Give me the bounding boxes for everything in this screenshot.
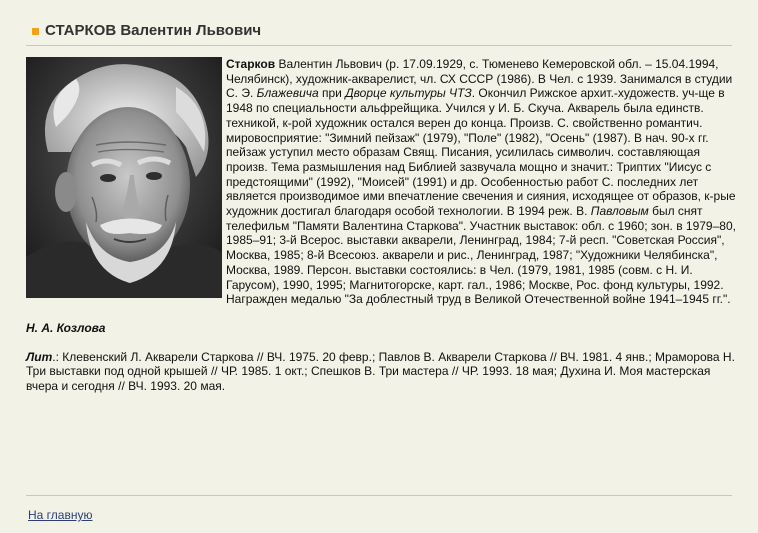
page-header (26, 20, 732, 46)
bio-text-2: при (318, 86, 346, 101)
literature-section (26, 350, 736, 394)
bio-text-4: был снят телефильм "Памяти Валентина Старкова". Участник выставок: обл. с 1960; зон. в 1979–80, 1985–91; 3-й Всерос. выставки акварели, Ленинград, 1984; 7-й респ. "Советская Россия", Москва, 1985; 8-й Всесоюз. акварели и рис., Ленинград, 1987; "Художники Челябинска", Москва, 1989. Персон. выставки состоялись: в Чел. (1979, 1981, 1985 (совм. с Н. И. Гарусом), 1990, 1995; Магнитогорске, карт. гал., 1986; Москве, Рос. фонд культуры, 1992. Награжден медалью "За доблестный труд в Великой Отечественной войне 1941–1945 гг.". (226, 204, 736, 307)
literature-label: Лит (26, 349, 53, 364)
home-link[interactable]: На главную (28, 508, 93, 522)
link-dvorets-kultury-chtz[interactable]: Дворце культуры ЧТЗ (345, 86, 472, 101)
link-pavlov[interactable]: Павловым (590, 204, 649, 219)
link-blazhevich[interactable]: Блажевича (256, 86, 319, 101)
title-divider (26, 45, 732, 46)
bullet-icon (32, 28, 39, 35)
portrait-photo-icon (26, 57, 222, 298)
footer-divider (26, 495, 732, 496)
author-signature: Н. А. Козлова (26, 320, 106, 335)
bio-text-3: . Окончил Рижское архит.-художеств. уч-ще в 1948 по специальности альфрейщика. Учился у И. Б. Скуча. Акварель была единств. техникой, к-рой художник остался верен до конца. Произв. С. свойственно романтич. мировосприятие: "Зимний пейзаж" (1979), "Поле" (1982), "Осень" (1987). В нач. 90-х гг. пейзаж уступил место образам Свящ. Писания, усилилась символич. составляющая произв. Тема размышления над Библией зазвучала мощно и значит.: Триптих "Иисус с предстоящими" (1992), "Моисей" (1991) и др. Особенностью работ С. последних лет является производимое ими впечатление свечения и сияния, исходящее от образов, к-рые художник достигал благодаря особой технологии. В 1994 реж. В. (226, 86, 736, 219)
page-title: СТАРКОВ Валентин Львович (45, 22, 262, 39)
article-body (26, 57, 736, 394)
bio-text-1: Валентин Львович (р. 17.09.1929, с. Тюменево Кемеровской обл. – 15.04.1994, Челябинск), художник-акварелист, чл. СХ СССР (1986). В Чел. с 1939. Занимался в студии С. Э. (226, 57, 733, 101)
literature-text: .: Клевенский Л. Акварели Старкова // ВЧ. 1975. 20 февр.; Павлов В. Акварели Старкова // ВЧ. 1981. 4 янв.; Мраморова Н. Три выставки под одной крышей // ЧР. 1985. 1 окт.; Спешков В. Три мастера // ЧР. 1993. 18 мая; Духина И. Моя мастерская вчера и сегодня // ВЧ. 1993. 20 мая. (26, 349, 735, 394)
bio-name: Старков (226, 57, 276, 71)
